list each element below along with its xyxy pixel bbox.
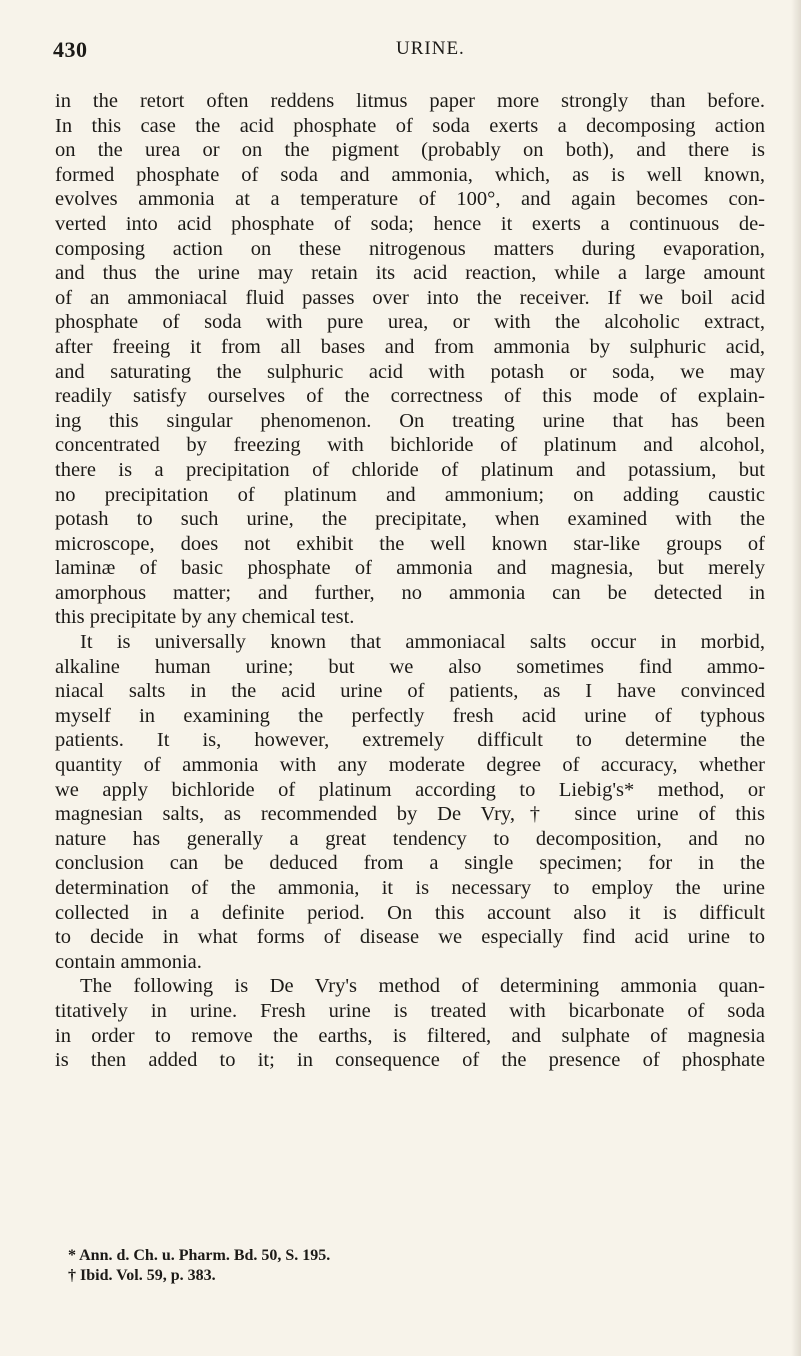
text-line: in order to remove the earths, is filtered, and sulphate of magnesia bbox=[55, 1024, 765, 1047]
text-line: no precipitation of platinum and ammonium; on adding caustic bbox=[55, 483, 765, 506]
text-line: there is a precipitation of chloride of platinum and potassium, but bbox=[55, 458, 765, 481]
text-line: we apply bichloride of platinum according to Liebig's* method, or bbox=[55, 778, 765, 801]
text-line: microscope, does not exhibit the well known star-like groups of bbox=[55, 532, 765, 555]
text-line: collected in a definite period. On this account also it is difficult bbox=[55, 901, 765, 924]
text-line: formed phosphate of soda and ammonia, which, as is well known, bbox=[55, 163, 765, 186]
text-line: The following is De Vry's method of determining ammonia quan- bbox=[80, 975, 765, 998]
text-line: quantity of ammonia with any moderate degree of accuracy, whether bbox=[55, 754, 765, 777]
text-line: conclusion can be deduced from a single specimen; for in the bbox=[55, 852, 765, 875]
text-line: niacal salts in the acid urine of patients, as I have convinced bbox=[55, 680, 765, 703]
text-line: and thus the urine may retain its acid reaction, while a large amount bbox=[55, 262, 765, 285]
text-line: evolves ammonia at a temperature of 100°, and again becomes con- bbox=[55, 188, 765, 211]
text-line: titatively in urine. Fresh urine is treated with bicarbonate of soda bbox=[55, 999, 765, 1022]
text-line: readily satisfy ourselves of the correctness of this mode of explain- bbox=[55, 385, 765, 408]
text-line: alkaline human urine; but we also sometimes find ammo- bbox=[55, 655, 765, 678]
page-header bbox=[53, 37, 753, 65]
text-line: and saturating the sulphuric acid with potash or soda, we may bbox=[55, 360, 765, 383]
footnotes bbox=[68, 1246, 758, 1286]
body-text bbox=[55, 89, 765, 1073]
text-line: verted into acid phosphate of soda; hence it exerts a continuous de- bbox=[55, 212, 765, 235]
footnote: † Ibid. Vol. 59, p. 383. bbox=[68, 1267, 216, 1284]
text-line: phosphate of soda with pure urea, or with the alcoholic extract, bbox=[55, 311, 765, 334]
text-line: in the retort often reddens litmus paper more strongly than before. bbox=[55, 90, 765, 112]
page-edge-shadow bbox=[791, 0, 801, 1356]
text-line: determination of the ammonia, it is necessary to employ the urine bbox=[55, 877, 765, 899]
text-line: to decide in what forms of disease we especially find acid urine to bbox=[55, 926, 765, 949]
text-line: after freeing it from all bases and from ammonia by sulphuric acid, bbox=[55, 335, 765, 358]
text-line: on the urea or on the pigment (probably on both), and there is bbox=[55, 139, 765, 162]
text-line: of an ammoniacal fluid passes over into the receiver. If we boil acid bbox=[55, 286, 765, 309]
footnote: * Ann. d. Ch. u. Pharm. Bd. 50, S. 195. bbox=[68, 1247, 331, 1264]
text-line: potash to such urine, the precipitate, when examined with the bbox=[55, 508, 765, 531]
text-line: is then added to it; in consequence of the presence of phosphate bbox=[55, 1049, 765, 1072]
text-line: composing action on these nitrogenous matters during evaporation, bbox=[55, 237, 765, 260]
text-line: contain ammonia. bbox=[55, 950, 202, 973]
text-line: amorphous matter; and further, no ammonia can be detected in bbox=[55, 581, 765, 604]
text-line: In this case the acid phosphate of soda exerts a decomposing action bbox=[55, 114, 765, 137]
text-line: magnesian salts, as recommended by De Vry,† since urine of this bbox=[55, 803, 765, 826]
text-line: myself in examining the perfectly fresh acid urine of typhous bbox=[55, 704, 765, 727]
text-line: this precipitate by any chemical test. bbox=[55, 606, 355, 629]
text-line: patients. It is, however, extremely difficult to determine the bbox=[55, 729, 765, 752]
text-line: laminæ of basic phosphate of ammonia and magnesia, but merely bbox=[55, 557, 765, 580]
running-head: URINE. bbox=[396, 38, 465, 59]
text-line: nature has generally a great tendency to decomposition, and no bbox=[55, 827, 765, 850]
text-line: It is universally known that ammoniacal salts occur in morbid, bbox=[80, 631, 765, 654]
text-line: concentrated by freezing with bichloride of platinum and alcohol, bbox=[55, 434, 765, 457]
page-number: 430 bbox=[53, 37, 88, 62]
text-line: ing this singular phenomenon. On treating urine that has been bbox=[55, 409, 765, 432]
